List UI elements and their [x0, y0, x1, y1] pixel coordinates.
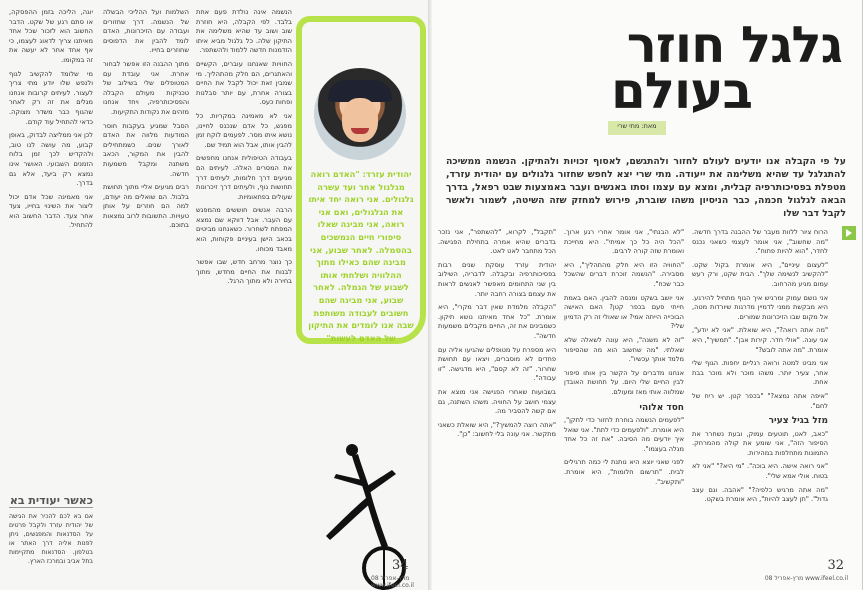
- paragraph: הנשמה אינה נולדת פעם אחת בלבד. לפי הקבלה, היא חוזרת שוב ושוב עד שהיא משלימה את התיקון שלה. כל גלגול מביא איתו הזדמנות חדשה ללמוד ולהשתפר.: [196, 8, 292, 55]
- portrait-photo: [314, 68, 406, 160]
- right-column-2: [564, 228, 684, 568]
- paragraph: אנחנו מדברים על הקשר בין אותו סיפור לבין החיים שלי היום. על תחושת האובדן שמלווה אותי מאז ומעולם.: [564, 368, 684, 396]
- paragraph: מי שלומד להקשיב לגוף ולנפש שלו יודע מתי צריך לעצור. לעיתים קרובות אנחנו מגלים את זה רק לאחר שהגוף כבר משדר מצוקה. כדאי להתחיל עוד קודם.: [9, 69, 93, 126]
- paragraph: "מה אתה מרגיש כלפיה?" "אהבה. וגם עצב גדול". "תן לעצב להיות", היא אומרת בשקט.: [692, 485, 828, 504]
- headline-line-1: גלגל חוזר: [626, 16, 842, 74]
- left-column-2: [103, 8, 189, 408]
- paragraph: אני מביט למטה ורואה רגליים יחפות. הגוף שלי אחר, צעיר יותר. משהו מוכר ולא מוכר בבת אחת.: [692, 359, 828, 387]
- paragraph: "לא הבנתי", אני אומר אחרי רגע ארוך. "הכל היה כל כך אמיתי". היא מחייכת ואומרת שזה קורה לרבים.: [564, 228, 684, 256]
- paragraph: "לעצום עיניים", היא אומרת בקול שקט. "להקשיב לנשימה שלך". הבית שקט, ורק רעש עמום מגיע מהרחוב.: [692, 260, 828, 288]
- paragraph: לפני שאני יוצא היא נותנת לי כמה תרגילים לבית. "תרשום חלומות", היא אומרת. "ותקשיב".: [564, 458, 684, 486]
- subheading: חסד אלוהי: [639, 402, 684, 413]
- paragraph: החוויות שאנחנו עוברים, הקשיים והאתגרים, הם חלק מהתהליך. מי שמבין זאת יכול לקבל את החיים בצורה אחרת, עם יותר סבלנות ופחות כעס.: [196, 59, 292, 107]
- subheading: מזל בגיל צעיר: [768, 416, 828, 427]
- left-column-3: [196, 8, 292, 564]
- paragraph: יהודית עזרד עוסקת שנים רבות בפסיכותרפיה ובקבלה. לדבריה, השילוב בין שני התחומים מאפשר לאנשים לראות את עצמם בצורה רחבה יותר.: [438, 260, 556, 298]
- paragraph: אני לא מאמינה במקריות. כל מפגש, כל אדם שנכנס לחיינו, נושא איתו מסר. לפעמים לוקח זמן להבין אותו, אבל הוא תמיד שם.: [196, 111, 292, 149]
- paragraph: אני נושם עמוק ומרגיש איך הגוף מתחיל להירגע. היא מבקשת ממני לדמיין מדרגות שיורדות מטה, אל מקום שבו הזיכרונות שמורים.: [692, 293, 828, 321]
- paragraph: "תקבל", לקרוא, "להשתפר", אני נזכר בדברים שהיא אמרה בתחילת הפגישה. הכל מתחבר לאט לאט.: [438, 228, 556, 256]
- arrow-marker-icon: [842, 226, 856, 240]
- paragraph: "לפעמים הנשמה בוחרת לחזור כדי לתקן", היא אומרת. "ולפעמים כדי לתת". אני שואל איך יודעים מה הסיבה. "את זה כל אחד מגלה בעצמו".: [564, 416, 684, 453]
- pull-quote-text: יהודית עזרד: "האדם רואה מגלגול אחר ועד עשרה גלגולים. אני רואה יחד איתו את הגלגולים, ואם אני רואה, אני מבינה שאלו סיפורי חיים הנמשכים בהסמלה. לאחר שבוע, אני מבינה שהם כאילו מתוך ההלוויה ושלחתי אותו לשבוע של הגמלה. לאחר שבוע, אני מבינה שהם חשובים לעבודה משותפת שבה אנו לומדים את התיקון של האדם לעשות": [308, 169, 414, 343]
- paragraph: "איפה אתה נמצא?" "בכפר קטן. יש ריח של לחם".: [692, 391, 828, 410]
- paragraph: אני מאמינה שכל אדם יכול ליצור את השינוי בחייו, צעד אחר צעד. הדבר החשוב הוא להתחיל.: [9, 192, 93, 230]
- right-page: [432, 0, 863, 590]
- paragraph: "זה לא משנה", היא עונה לשאלה שלא שאלתי. "מה שחשוב הוא מה שהסיפור מלמד אותך עכשיו".: [564, 335, 684, 364]
- page-number: 32: [827, 558, 844, 573]
- paragraph: השלמות ועל ההליכי הבשלה של הנשמה. דרך שחזורים ועבודה עם הזיכרונות, האדם לומד להבין את הדפוסים שחוזרים בחייו.: [103, 8, 189, 55]
- right-column-3: [438, 228, 556, 573]
- pull-quote-box: [296, 16, 426, 344]
- paragraph: הרוח ציור ללוות מעבר של ההבנה בדרך חדשה. "מה שחשוב", אני אומר לעצמי כשאני נכנס לחדר, "הוא להיות פתוח".: [692, 228, 828, 256]
- paragraph: לכן אני ממליצה לבדוק, באופן קבוע, מה עושה לנו טוב, ולהקדיש לכך זמן בלוח הזמנים השבועי. האושר אינו נמצא רק ביעד, אלא גם בדרך.: [9, 131, 93, 188]
- paragraph: "הקבלה מלמדת שאין דבר מקרי", היא אומרת. "כל אחד מאיתנו נושא תיקון. כשמבינים את זה, החיים מקבלים משמעות חדשה".: [438, 303, 556, 340]
- page-number: 34: [392, 558, 409, 573]
- article-headline: [610, 16, 842, 120]
- paragraph: הרבה אנשים חוששים מהמפגש עם העבר. אבל דווקא שם נמצא המפתח לשחרור. כשאנחנו מביטים בכאב הישן בעיניים פקוחות, הוא מאבד מכוחו.: [196, 206, 292, 253]
- paragraph: "מה אתה רואה?", היא שואלת. "אני לא יודע", אני עונה. "אולי חדר. קירות אבן". "תמשיך", היא אומרת. "מה אתה לובש?": [692, 326, 828, 354]
- page-footer: מרץ-אפריל 08 www.ifeel.co.il: [764, 575, 848, 582]
- paragraph: בשבועות שאחרי הפגישה אני מוצא את עצמי חושב על החוויה. משהו השתנה, גם אם קשה להסביר מה.: [438, 387, 556, 416]
- paragraph: רבים מגיעים אליי מתוך תחושת בלבול. הם שואלים מה יעודם, למה הם חוזרים על אותן טעויות. התשובות לרוב נמצאות בתוכם.: [103, 183, 189, 230]
- paragraph: היא מספרת על מטופלים שהגיעו אליה עם פחדים לא מוסברים, ויצאו עם תחושת שחרור. "זה לא קסם", היא מדגישה. "זו עבודה".: [438, 345, 556, 383]
- paragraph: הסבל שמגיע בעקבות חוסר המודעות מלווה את האדם לאורך שנים. כשמתחילים להבין את המקור, הכאב משתנה ומקבל משמעות חדשה.: [103, 121, 189, 178]
- paragraph: "אני רואה אישה. היא בוכה". "מי היא?" "אני לא בטוח. אולי אמא שלי".: [692, 462, 828, 481]
- headline-line-2: בעולם: [610, 62, 752, 120]
- byline: מאת: מתי שרי: [617, 122, 657, 130]
- paragraph: אני יושב בשקט ומנסה להבין. האם באמת חייתי פעם בכפר קטן? האם האישה הבוכייה הייתה אמי? או שאולי זה רק הדמיון שלי?: [564, 293, 684, 331]
- info-box: [9, 496, 93, 566]
- article-lead: על פי הקבלה אנו יודעים לעולם לחזור ולהתגשם, לאסוף זכויות ולהתיקן. הנשמה ממשיכה להתגלגל עד שהיא משלימה את ייעודה. מתי שרי יצא לחפש שחזור גלגולים עם יהודית עזרד, מטפלת בפסיכותרפיה קבלית, ומצא עם עצמו וסתו באנשים ועבר באמצעות שבט רפאל, בדרך הבאה לגלגול חכמה, כבר הניסיון משהו שוברת, פירוש למחזק שזה השיטה, לשמור ולאשר לקבל דבר שלו: [446, 156, 846, 219]
- paragraph: "אתה רוצה להמשיך?", היא שואלת כשאני מתקשר. אני עונה בלי לחשוב: "כן".: [438, 420, 556, 439]
- paragraph: מתוך ההבנה הזו אפשר לבחור אחרת. אני עובדת עם המטופלים שלי בשילוב של טכניקות מעולם הקבלה והפסיכותרפיה, ויחד אנחנו מזהים את נקודות התקיעות.: [103, 59, 189, 116]
- left-column-1: [9, 8, 93, 488]
- paragraph: "החוויה הזו היא חלק מהתהליך", היא מסבירה. "הנשמה זוכרת דברים שהשכל כבר שכח".: [564, 260, 684, 288]
- page-footer: מרץ-אפריל 08 www.ifeel.co.il: [371, 575, 414, 589]
- paragraph: יוגה, הליכה בזמן ההפסקה, או סתם רגע של שקט. הדבר החשוב הוא לזכור שכל אחד מאיתנו צריך לדאוג לעצמו, כי אף אחד אחר לא יעשה את זה במקומו.: [9, 8, 93, 64]
- paragraph: כך נוצר מרחב חדש, שבו אפשר לבנות את החיים מחדש, מתוך בחירה ולא מתוך הרגל.: [196, 258, 292, 286]
- paragraph: בעבודה הטיפולית אנחנו מחפשים את המסרים האלה. לעיתים הם מגיעים דרך חלומות, לעיתים דרך תחושות גוף, ולעיתים דרך זיכרונות שעולים בפתאומיות.: [196, 154, 292, 201]
- paragraph: "כאב, לאט, תוטעים עמוק, ובעת נשחרר את הסיפור הזה", אני שומע את קולה מהמרחק. התמונות מתחלפות במהירות.: [692, 429, 828, 457]
- portrait-face: [342, 98, 378, 142]
- info-box-title: כאשר יעודית בא: [9, 494, 93, 507]
- right-column-1: [692, 228, 828, 568]
- info-box-text: אם בא לכם להכיר את הגישה של יהודית עזרד ולקבל פרטים על הסדנאות והמפגשים, ניתן לפנות אליה דרך האתר או בטלפון. הסדנאות מתקיימות בתל אביב ובמרכז הארץ.: [9, 513, 93, 565]
